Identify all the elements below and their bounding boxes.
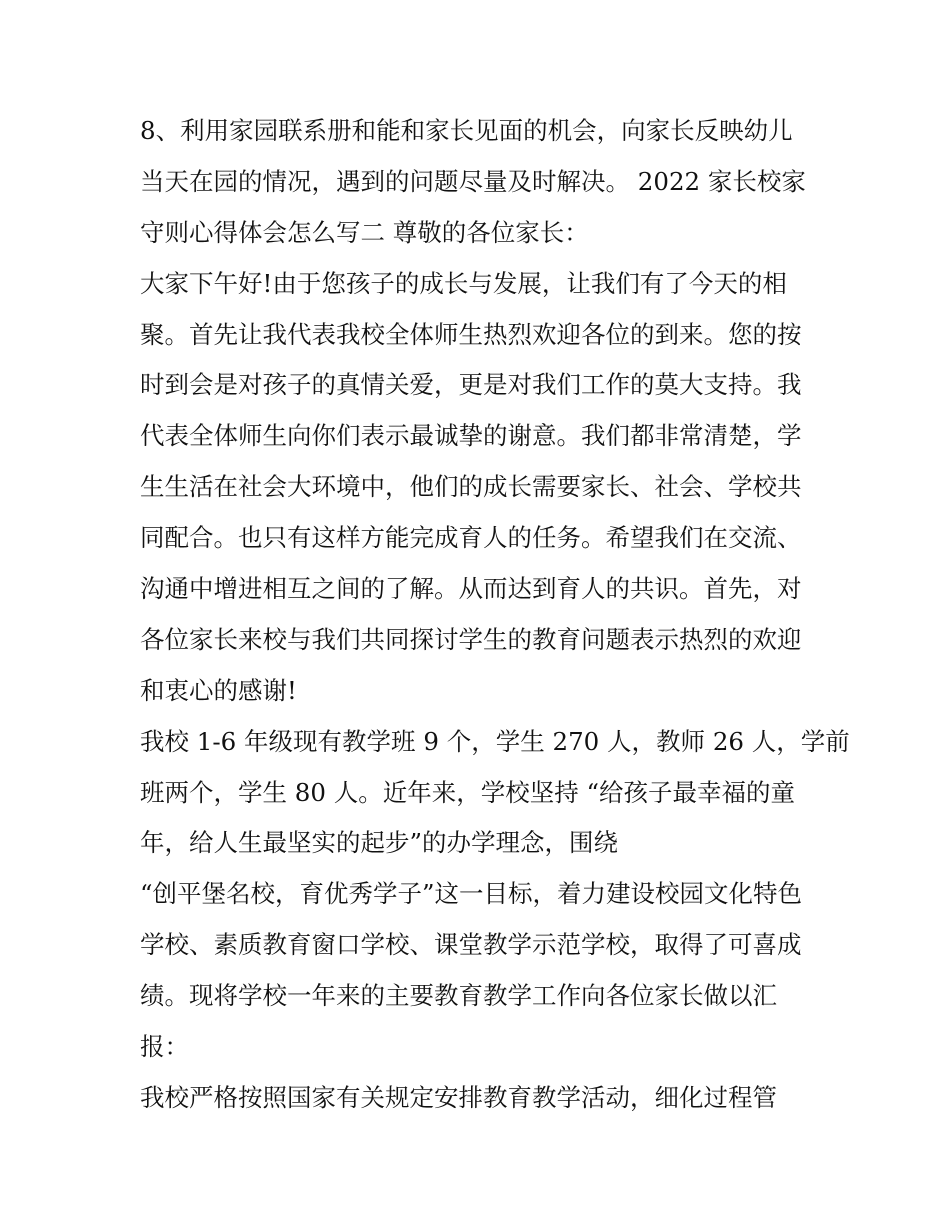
text-line: 8、利用家园联系册和能和家长见面的机会，向家长反映幼儿 xyxy=(140,116,793,145)
text-line: 学校、素质教育窗口学校、课堂教学示范学校，取得了可喜成 xyxy=(140,930,802,960)
text-line: 班两个，学生 80 人。近年来，学校坚持 “给孩子最幸福的童 xyxy=(140,777,796,807)
text-line: 和衷心的感谢! xyxy=(140,675,297,705)
text-line: 绩。现将学校一年来的主要教育教学工作向各位家长做以汇 xyxy=(140,981,777,1011)
text-line: 报： xyxy=(140,1032,189,1062)
text-line: 沟通中增进相互之间的了解。从而达到育人的共识。首先，对 xyxy=(140,574,802,604)
text-line: “创平堡名校，育优秀学子”这一目标，着力建设校园文化特色 xyxy=(140,879,803,909)
document-body xyxy=(140,106,850,1124)
text-line: 同配合。也只有这样方能完成育人的任务。希望我们在交流、 xyxy=(140,523,802,553)
text-line: 时到会是对孩子的真情关爱，更是对我们工作的莫大支持。我 xyxy=(140,370,802,400)
text-line: 守则心得体会怎么写二 尊敬的各位家长： xyxy=(140,217,589,247)
text-line: 各位家长来校与我们共同探讨学生的教育问题表示热烈的欢迎 xyxy=(140,624,802,654)
text-line: 大家下午好!由于您孩子的成长与发展，让我们有了今天的相 xyxy=(140,268,787,298)
text-line: 当天在园的情况，遇到的问题尽量及时解决。 2022 家长校家 xyxy=(140,166,806,196)
text-line: 聚。首先让我代表我校全体师生热烈欢迎各位的到来。您的按 xyxy=(140,319,802,349)
text-line: 代表全体师生向你们表示最诚挚的谢意。我们都非常清楚，学 xyxy=(140,421,802,451)
text-line: 我校 1-6 年级现有教学班 9 个，学生 270 人，教师 26 人，学前 xyxy=(140,726,850,756)
text-line: 年，给人生最坚实的起步”的办学理念，围绕 xyxy=(140,828,619,858)
text-line: 生生活在社会大环境中，他们的成长需要家长、社会、学校共 xyxy=(140,472,802,502)
text-line: 我校严格按照国家有关规定安排教育教学活动，细化过程管 xyxy=(140,1082,777,1112)
